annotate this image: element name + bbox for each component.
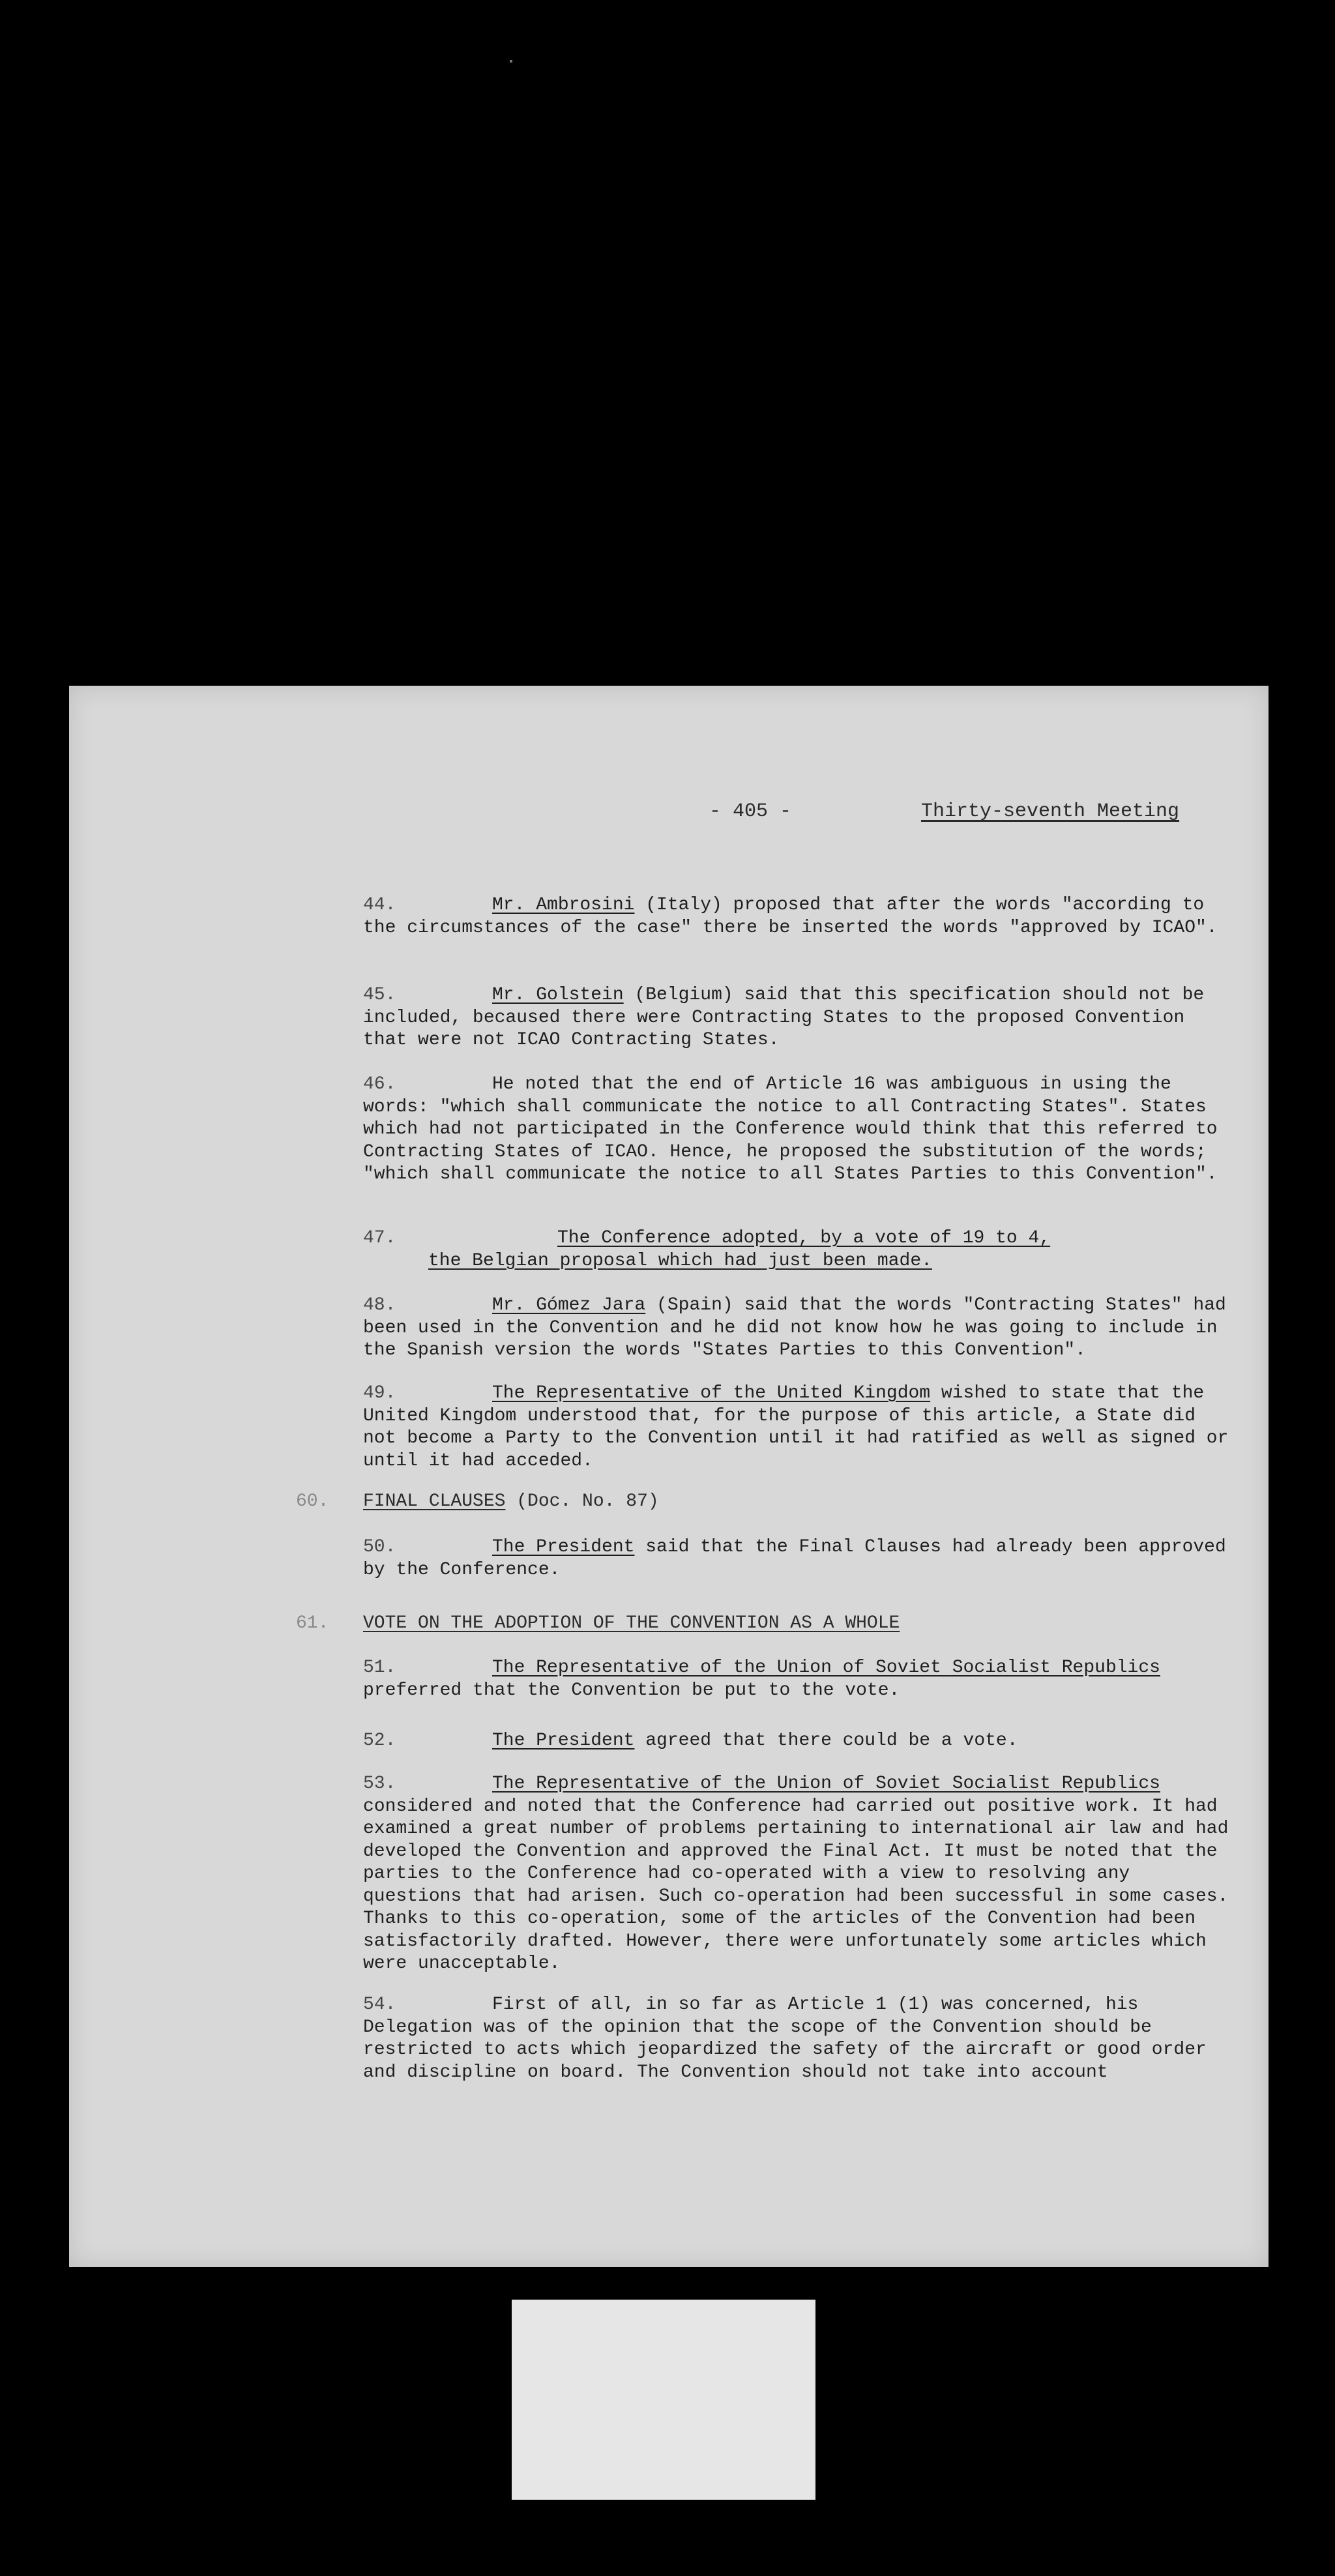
meeting-title: Thirty-seventh Meeting xyxy=(921,800,1180,823)
section-title: VOTE ON THE ADOPTION OF THE CONVENTION AS A WHOLE xyxy=(363,1613,900,1633)
section-reference: (Doc. No. 87) xyxy=(505,1491,659,1512)
dust-speck xyxy=(510,60,512,63)
paragraph-54 xyxy=(363,1994,1230,2084)
paragraph-text: (Belgium) said that this specification should not be included, becaused there were Contracting States to the proposed Convention that were not ICAO Contracting States. xyxy=(363,985,1205,1050)
paragraph-number: 45. xyxy=(363,985,396,1005)
paragraph-text: said that the Final Clauses had already been approved by the Conference. xyxy=(363,1537,1226,1580)
speaker-name: Mr. Ambrosini xyxy=(492,895,635,915)
section-heading-final-clauses xyxy=(363,1491,659,1512)
paragraph-49 xyxy=(363,1383,1230,1472)
paragraph-46 xyxy=(363,1074,1230,1186)
paragraph-text: (Spain) said that the words "Contracting States" had been used in the Convention and he did not know how he was going to include in the Spanish version the words "States Parties to this Convention". xyxy=(363,1295,1226,1360)
paragraph-number: 48. xyxy=(363,1295,396,1315)
blank-card xyxy=(512,2300,815,2500)
paragraph-number: 52. xyxy=(363,1731,396,1751)
paragraph-number: 53. xyxy=(363,1774,396,1794)
paragraph-number: 51. xyxy=(363,1658,396,1678)
paragraph-text: wished to state that the United Kingdom understood that, for the purpose of this article, a State did not become a Party to the Convention until it had ratified as well as signed or until it had acceded. xyxy=(363,1383,1229,1471)
resolution-line-2: the Belgian proposal which had just been made. xyxy=(428,1250,932,1271)
paragraph-text: considered and noted that the Conference had carried out positive work. It had examined a great number of problems pertaining to international air law and had developed the Convention and approved the Final Act. It must be noted that the parties to the Conference had co-operated with a view to resolving any questions that had arisen. Such co-operation had been successful in some cases. Thanks to this co-operation, some of the articles of the Convention had been satisfactorily drafted. However, there were unfortunately some articles which were unacceptable. xyxy=(363,1796,1229,1974)
speaker-name: Mr. Golstein xyxy=(492,985,624,1005)
paragraph-47 xyxy=(363,1227,1230,1272)
paragraph-number: 49. xyxy=(363,1383,396,1403)
paragraph-text: agreed that there could be a vote. xyxy=(634,1731,1018,1751)
section-title: FINAL CLAUSES xyxy=(363,1491,506,1512)
paragraph-51 xyxy=(363,1657,1230,1702)
paragraph-50 xyxy=(363,1536,1230,1581)
paragraph-text: (Italy) proposed that after the words "according to the circumstances of the case" there be inserted the words "approved by ICAO". xyxy=(363,895,1218,938)
paragraph-text: First of all, in so far as Article 1 (1) was concerned, his Delegation was of the opinion that the scope of the Convention should be restricted to acts which jeopardized the safety of the aircraft or good order and discipline on board. The Convention should not take into account xyxy=(363,1995,1207,2083)
paragraph-number: 50. xyxy=(363,1537,396,1557)
section-number: 61. xyxy=(296,1613,329,1633)
paragraph-44 xyxy=(363,894,1230,939)
paragraph-number: 54. xyxy=(363,1995,396,2015)
paragraph-52 xyxy=(363,1730,1230,1753)
resolution-line-1: The Conference adopted, by a vote of 19 to 4, xyxy=(557,1228,1051,1248)
paragraph-text: preferred that the Convention be put to the vote. xyxy=(363,1680,900,1701)
paragraph-number: 44. xyxy=(363,895,396,915)
paragraph-number: 46. xyxy=(363,1074,396,1094)
page-number: - 405 - xyxy=(709,800,792,823)
speaker-name: The President xyxy=(492,1731,635,1751)
paragraph-45 xyxy=(363,984,1230,1052)
speaker-name: The Representative of the Union of Soviet Socialist Republics xyxy=(492,1658,1160,1678)
speaker-name: The Representative of the Union of Soviet Socialist Republics xyxy=(492,1774,1160,1794)
paragraph-number: 47. xyxy=(363,1228,396,1248)
speaker-name: The Representative of the United Kingdom xyxy=(492,1383,931,1403)
paragraph-48 xyxy=(363,1295,1230,1362)
section-number: 60. xyxy=(296,1491,329,1512)
speaker-name: Mr. Gómez Jara xyxy=(492,1295,646,1315)
paragraph-text: He noted that the end of Article 16 was ambiguous in using the words: "which shall communicate the notice to all Contracting States". States which had not participated in the Conference would think that this referred to Contracting States of ICAO. Hence, he proposed the substitution of the words; "which shall communicate the notice to all States Parties to this Convention". xyxy=(363,1074,1218,1184)
speaker-name: The President xyxy=(492,1537,635,1557)
paragraph-53 xyxy=(363,1773,1230,1976)
